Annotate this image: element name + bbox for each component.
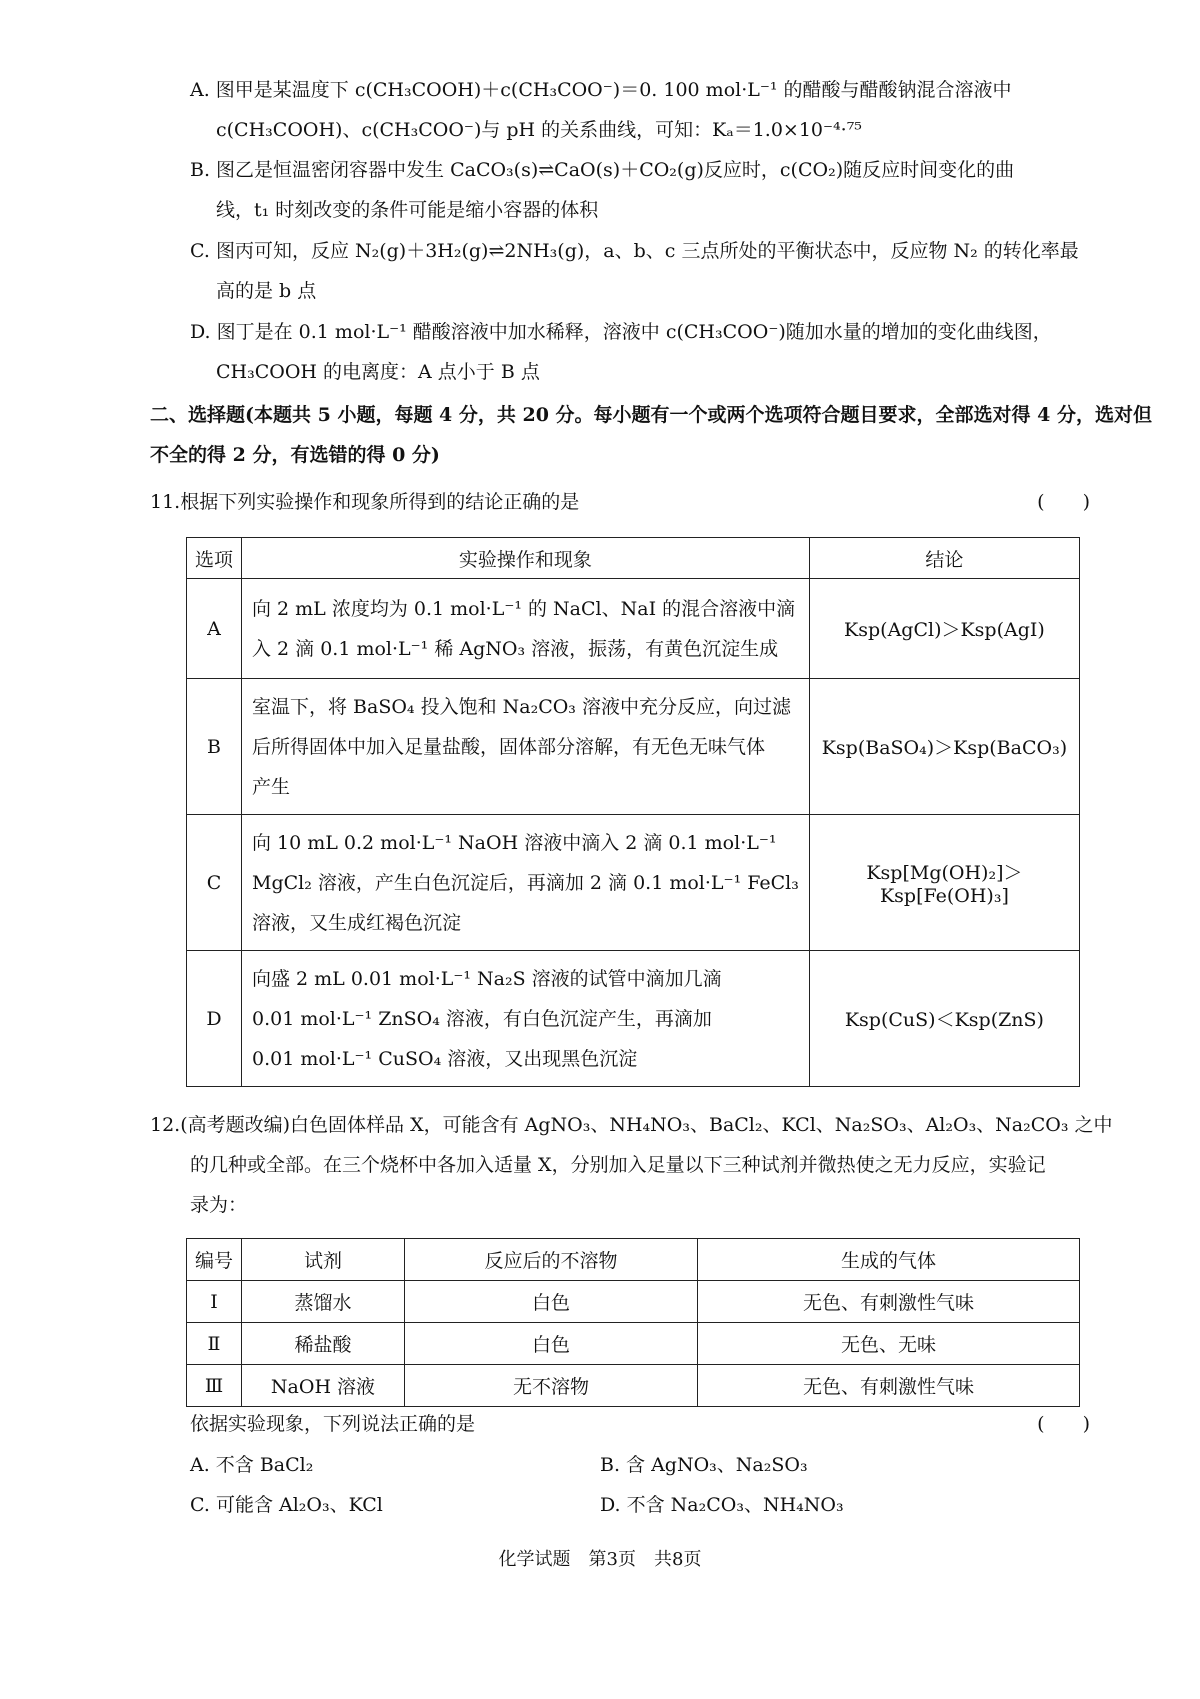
q12-option-a: A. 不含 BaCl₂ [190, 1454, 314, 1476]
row-reagent: 稀盐酸 [242, 1323, 405, 1365]
table-row [187, 1323, 1080, 1365]
header-option: 选项 [187, 538, 242, 579]
row-precipitate: 无不溶物 [405, 1365, 698, 1407]
row-operation: 向盛 2 mL 0.01 mol·L⁻¹ Na₂S 溶液的试管中滴加几滴 0.01 mol·L⁻¹ ZnSO₄ 溶液，有白色沉淀产生，再滴加 0.01 mol·L⁻¹ CuSO₄ 溶液，又出现黑色沉淀 [242, 951, 810, 1087]
row-number: Ⅱ [187, 1323, 242, 1365]
row-conclusion: Ksp(AgCl)＞Ksp(AgI) [809, 579, 1079, 679]
row-option-label: B [187, 679, 242, 815]
row-precipitate: 白色 [405, 1281, 698, 1323]
q10-option-c: C. 图丙可知，反应 N₂(g)＋3H₂(g)⇌2NH₃(g)，a、b、c 三点所处的平衡状态中，反应物 N₂ 的转化率最 高的是 b 点 [190, 240, 1079, 302]
row-option-label: A [187, 579, 242, 679]
q10-option-a: A. 图甲是某温度下 c(CH₃COOH)＋c(CH₃COO⁻)＝0. 100 mol·L⁻¹ 的醋酸与醋酸钠混合溶液中 c(CH₃COOH)、c(CH₃COO⁻)与 pH 的关系曲线，可知：Kₐ＝1.0×10⁻⁴·⁷⁵ [190, 79, 1012, 141]
row-operation: 向 10 mL 0.2 mol·L⁻¹ NaOH 溶液中滴入 2 滴 0.1 mol·L⁻¹ MgCl₂ 溶液，产生白色沉淀后，再滴加 2 滴 0.1 mol·L⁻¹ FeCl₃ 溶液，又生成红褐色沉淀 [242, 815, 810, 951]
header-gas: 生成的气体 [698, 1239, 1080, 1281]
q11-stem: 11.根据下列实验操作和现象所得到的结论正确的是 [150, 491, 580, 513]
q11-table [186, 537, 1080, 1087]
row-reagent: 蒸馏水 [242, 1281, 405, 1323]
table-row [187, 1281, 1080, 1323]
q10-option-d: D. 图丁是在 0.1 mol·L⁻¹ 醋酸溶液中加水稀释，溶液中 c(CH₃COO⁻)随加水量的增加的变化曲线图， CH₃COOH 的电离度：A 点小于 B 点 [190, 321, 1052, 383]
table-row [187, 679, 1080, 815]
section-two-heading: 二、选择题(本题共 5 小题，每题 4 分，共 20 分。每小题有一个或两个选项符合题目要求，全部选对得 4 分，选对但 不全的得 2 分，有选错的得 0 分) [150, 404, 1153, 466]
q12-answer-paren: ( ) [1037, 1413, 1090, 1435]
row-option-label: D [187, 951, 242, 1087]
table-row [187, 815, 1080, 951]
table-row [187, 579, 1080, 679]
q11-answer-paren: ( ) [1037, 491, 1090, 513]
q12-table-header [187, 1239, 1080, 1281]
q12-option-d: D. 不含 Na₂CO₃、NH₄NO₃ [600, 1494, 844, 1516]
row-conclusion: Ksp[Mg(OH)₂]＞Ksp[Fe(OH)₃] [809, 815, 1079, 951]
q12-option-c: C. 可能含 Al₂O₃、KCl [190, 1494, 383, 1516]
row-reagent: NaOH 溶液 [242, 1365, 405, 1407]
table-row [187, 1365, 1080, 1407]
row-gas: 无色、有刺激性气味 [698, 1365, 1080, 1407]
q11-table-header [187, 538, 1080, 579]
row-gas: 无色、无味 [698, 1323, 1080, 1365]
q12-option-b: B. 含 AgNO₃、Na₂SO₃ [600, 1454, 808, 1476]
q12-question: 依据实验现象，下列说法正确的是 [190, 1413, 476, 1435]
row-option-label: C [187, 815, 242, 951]
row-conclusion: Ksp(CuS)＜Ksp(ZnS) [809, 951, 1079, 1087]
header-number: 编号 [187, 1239, 242, 1281]
header-reagent: 试剂 [242, 1239, 405, 1281]
row-number: Ⅰ [187, 1281, 242, 1323]
row-precipitate: 白色 [405, 1323, 698, 1365]
header-conclusion: 结论 [809, 538, 1079, 579]
q10-option-b: B. 图乙是恒温密闭容器中发生 CaCO₃(s)⇌CaO(s)＋CO₂(g)反应时，c(CO₂)随反应时间变化的曲 线，t₁ 时刻改变的条件可能是缩小容器的体积 [190, 159, 1015, 221]
row-conclusion: Ksp(BaSO₄)＞Ksp(BaCO₃) [809, 679, 1079, 815]
page-footer: 化学试题 第3页 共8页 [498, 1549, 702, 1570]
header-precipitate: 反应后的不溶物 [405, 1239, 698, 1281]
row-operation: 向 2 mL 浓度均为 0.1 mol·L⁻¹ 的 NaCl、NaI 的混合溶液中滴 入 2 滴 0.1 mol·L⁻¹ 稀 AgNO₃ 溶液，振荡，有黄色沉淀生成 [242, 579, 810, 679]
row-number: Ⅲ [187, 1365, 242, 1407]
row-gas: 无色、有刺激性气味 [698, 1281, 1080, 1323]
table-row [187, 951, 1080, 1087]
row-operation: 室温下，将 BaSO₄ 投入饱和 Na₂CO₃ 溶液中充分反应，向过滤 后所得固体中加入足量盐酸，固体部分溶解，有无色无味气体 产生 [242, 679, 810, 815]
q12-stem: 12.(高考题改编)白色固体样品 X，可能含有 AgNO₃、NH₄NO₃、BaCl₂、KCl、Na₂SO₃、Al₂O₃、Na₂CO₃ 之中 的几种或全部。在三个烧杯中各加入适量 X，分别加入足量以下三种试剂并微热使之无力反应，实验记 录为： [150, 1114, 1113, 1216]
q12-table [186, 1238, 1080, 1407]
header-operation: 实验操作和现象 [242, 538, 810, 579]
